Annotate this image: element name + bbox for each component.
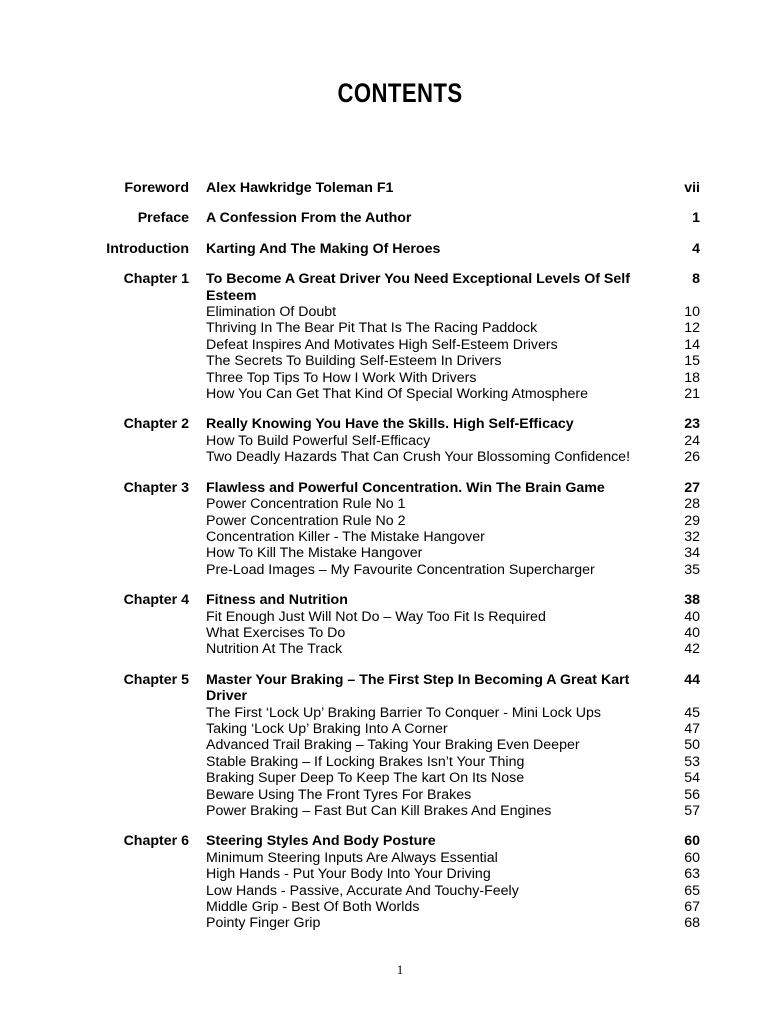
- toc-subentry-spacer: [0, 545, 189, 561]
- toc-subentry-title: Defeat Inspires And Motivates High Self-Esteem Drivers: [206, 336, 558, 353]
- toc-subentry-row[interactable]: [0, 915, 768, 931]
- toc-subentry-row[interactable]: [0, 353, 768, 369]
- toc-subentry-title: Minimum Steering Inputs Are Always Essential: [206, 849, 498, 866]
- toc-entry-page: 38: [684, 592, 700, 609]
- toc-subentry-title: Power Concentration Rule No 2: [206, 512, 406, 529]
- toc-subentry-page: 10: [684, 304, 700, 321]
- toc-entry-page: 4: [692, 240, 700, 257]
- toc-subentry-page: 42: [684, 641, 700, 658]
- toc-subentry-page: 40: [684, 608, 700, 625]
- toc-subentry-title: Pointy Finger Grip: [206, 915, 321, 932]
- toc-subentry-row[interactable]: [0, 803, 768, 819]
- toc-subentry-page: 28: [684, 496, 700, 513]
- toc-subentry-page: 34: [684, 545, 700, 562]
- toc-subentry-spacer: [0, 899, 189, 915]
- toc-entry-label: Chapter 6: [123, 833, 189, 850]
- toc-subentry-page: 50: [684, 737, 700, 754]
- toc-subentry-title: Thriving In The Bear Pit That Is The Racing Paddock: [206, 320, 538, 337]
- toc-entry-label: Chapter 3: [123, 479, 189, 496]
- toc-subentry-title: Pre-Load Images – My Favourite Concentration Supercharger: [206, 561, 595, 578]
- toc-entry: [0, 672, 768, 820]
- toc-entry-page: 60: [684, 833, 700, 850]
- toc-subentry-row[interactable]: [0, 386, 768, 402]
- toc-subentry-title: Power Braking – Fast But Can Kill Brakes And Engines: [206, 803, 552, 819]
- toc-entry: [0, 480, 768, 578]
- toc-entry-label: Chapter 4: [123, 592, 189, 609]
- toc-subentry-row[interactable]: [0, 625, 768, 641]
- toc-subentry-page: 67: [684, 899, 700, 916]
- toc-subentry-spacer: [0, 353, 189, 369]
- toc-subentry-page: 53: [684, 753, 700, 770]
- toc-subentry-row[interactable]: [0, 370, 768, 386]
- page-number: 1: [396, 962, 404, 977]
- toc-entry-page: 1: [692, 210, 700, 227]
- toc-subentry-spacer: [0, 737, 189, 753]
- toc-subentry-spacer: [0, 337, 189, 353]
- toc-entry-label: Chapter 5: [123, 671, 189, 688]
- toc-subentry-spacer: [0, 496, 189, 512]
- toc-subentry-page: 45: [684, 704, 700, 721]
- toc-entry-title: Alex Hawkridge Toleman F1: [206, 180, 394, 196]
- toc-subentry-title: What Exercises To Do: [206, 624, 346, 641]
- toc-subentry-row[interactable]: [0, 754, 768, 770]
- toc-subentry-title: Low Hands - Passive, Accurate And Touchy-Feely: [206, 882, 519, 899]
- toc-subentry-row[interactable]: [0, 787, 768, 803]
- toc-subentry-spacer: [0, 386, 189, 402]
- toc-heading-row[interactable]: [0, 480, 768, 496]
- toc-subentry-spacer: [0, 513, 189, 529]
- toc-subentry-page: 40: [684, 624, 700, 641]
- toc-subentry-title: Two Deadly Hazards That Can Crush Your Blossoming Confidence!: [206, 449, 631, 466]
- toc-entry-title: Flawless and Powerful Concentration. Win The Brain Game: [206, 479, 605, 496]
- toc-entry-title: Really Knowing You Have the Skills. High Self-Efficacy: [206, 416, 574, 433]
- toc-subentry-title: Advanced Trail Braking – Taking Your Braking Even Deeper: [206, 737, 580, 754]
- table-of-contents: [0, 180, 768, 946]
- toc-entry-label: Chapter 1: [123, 271, 189, 288]
- toc-subentry-spacer: [0, 433, 189, 449]
- toc-heading-row[interactable]: [0, 416, 768, 432]
- toc-subentry-row[interactable]: [0, 529, 768, 545]
- toc-subentry-spacer: [0, 883, 189, 899]
- toc-subentry-spacer: [0, 320, 189, 336]
- toc-entry-label: Foreword: [124, 180, 189, 196]
- toc-subentry-row[interactable]: [0, 320, 768, 336]
- toc-subentry-spacer: [0, 370, 189, 386]
- toc-subentry-spacer: [0, 449, 189, 465]
- toc-subentry-page: 57: [684, 803, 700, 819]
- toc-subentry-page: 32: [684, 528, 700, 545]
- toc-subentry-spacer: [0, 641, 189, 657]
- toc-subentry-row[interactable]: [0, 883, 768, 899]
- toc-subentry-page: 47: [684, 720, 700, 737]
- toc-entry-title: To Become A Great Driver You Need Exceptional Levels Of Self Esteem: [206, 271, 630, 304]
- toc-subentry-page: 60: [684, 849, 700, 866]
- toc-heading-row[interactable]: [0, 241, 768, 257]
- toc-subentry-row[interactable]: [0, 641, 768, 657]
- toc-subentry-row[interactable]: [0, 449, 768, 465]
- toc-entry-page: vii: [684, 180, 700, 196]
- toc-subentry-title: Beware Using The Front Tyres For Brakes: [206, 786, 472, 803]
- toc-entry-title: A Confession From the Author: [206, 210, 412, 227]
- toc-entry: [0, 592, 768, 658]
- toc-entry-label: Chapter 2: [123, 416, 189, 433]
- toc-subentry-title: Nutrition At The Track: [206, 641, 343, 658]
- toc-heading-row[interactable]: [0, 672, 768, 705]
- toc-subentry-title: Elimination Of Doubt: [206, 304, 337, 321]
- toc-subentry-row[interactable]: [0, 705, 768, 721]
- toc-subentry-row[interactable]: [0, 304, 768, 320]
- toc-subentry-title: How To Kill The Mistake Hangover: [206, 545, 423, 562]
- toc-subentry-spacer: [0, 915, 189, 931]
- toc-entry: [0, 180, 768, 196]
- toc-entry: [0, 271, 768, 402]
- toc-entry-label: Preface: [137, 210, 189, 227]
- toc-subentry-spacer: [0, 787, 189, 803]
- toc-entry-title: Fitness and Nutrition: [206, 592, 348, 609]
- toc-subentry-page: 18: [684, 369, 700, 386]
- toc-subentry-title: Concentration Killer - The Mistake Hangover: [206, 528, 485, 545]
- toc-entry-title: Steering Styles And Body Posture: [206, 833, 436, 850]
- toc-heading-row[interactable]: [0, 833, 768, 849]
- toc-subentry-title: The Secrets To Building Self-Esteem In Drivers: [206, 353, 502, 370]
- toc-subentry-row[interactable]: [0, 337, 768, 353]
- toc-entry-page: 8: [692, 271, 700, 288]
- toc-subentry-page: 35: [684, 561, 700, 578]
- toc-entry-label: Introduction: [106, 240, 189, 257]
- toc-subentry-title: Stable Braking – If Locking Brakes Isn’t Your Thing: [206, 753, 525, 770]
- toc-entry: [0, 416, 768, 465]
- toc-subentry-spacer: [0, 770, 189, 786]
- toc-heading-row[interactable]: [0, 210, 768, 226]
- toc-subentry-row[interactable]: [0, 545, 768, 561]
- toc-entry-title: Master Your Braking – The First Step In Becoming A Great Kart Driver: [206, 671, 630, 705]
- toc-entry-page: 44: [684, 671, 700, 688]
- toc-subentry-title: How To Build Powerful Self-Efficacy: [206, 432, 431, 449]
- toc-subentry-row[interactable]: [0, 866, 768, 882]
- toc-entry: [0, 210, 768, 226]
- toc-subentry-page: 15: [684, 353, 700, 370]
- toc-subentry-title: Taking ‘Lock Up’ Braking Into A Corner: [206, 720, 448, 737]
- toc-entry-title: Karting And The Making Of Heroes: [206, 240, 441, 257]
- toc-heading-row[interactable]: [0, 271, 768, 304]
- toc-subentry-title: Three Top Tips To How I Work With Drivers: [206, 369, 477, 386]
- toc-subentry-row[interactable]: [0, 721, 768, 737]
- toc-subentry-spacer: [0, 705, 189, 721]
- toc-subentry-spacer: [0, 609, 189, 625]
- toc-subentry-spacer: [0, 803, 189, 819]
- toc-subentry-row[interactable]: [0, 513, 768, 529]
- toc-subentry-page: 14: [684, 336, 700, 353]
- toc-subentry-row[interactable]: [0, 562, 768, 578]
- toc-entry: [0, 833, 768, 931]
- toc-subentry-page: 26: [684, 449, 700, 466]
- toc-entry-page: 27: [684, 479, 700, 496]
- toc-subentry-row[interactable]: [0, 899, 768, 915]
- toc-subentry-row[interactable]: [0, 850, 768, 866]
- toc-subentry-title: The First ‘Lock Up’ Braking Barrier To Conquer - Mini Lock Ups: [206, 704, 602, 721]
- toc-subentry-spacer: [0, 850, 189, 866]
- toc-subentry-spacer: [0, 304, 189, 320]
- toc-subentry-title: How You Can Get That Kind Of Special Working Atmosphere: [206, 386, 588, 403]
- toc-subentry-title: High Hands - Put Your Body Into Your Driving: [206, 866, 491, 883]
- toc-subentry-row[interactable]: [0, 770, 768, 786]
- toc-heading-row[interactable]: [0, 180, 768, 196]
- toc-subentry-title: Fit Enough Just Will Not Do – Way Too Fit Is Required: [206, 608, 546, 625]
- toc-subentry-spacer: [0, 529, 189, 545]
- toc-subentry-page: 54: [684, 770, 700, 787]
- toc-subentry-page: 24: [684, 432, 700, 449]
- toc-heading-row[interactable]: [0, 592, 768, 608]
- toc-subentry-row[interactable]: [0, 433, 768, 449]
- toc-subentry-spacer: [0, 721, 189, 737]
- toc-entry-page: 23: [684, 416, 700, 433]
- toc-subentry-page: 21: [684, 386, 700, 403]
- toc-subentry-row[interactable]: [0, 496, 768, 512]
- toc-subentry-page: 56: [684, 786, 700, 803]
- toc-subentry-page: 68: [684, 915, 700, 932]
- page-title: CONTENTS: [337, 78, 463, 108]
- toc-entry: [0, 241, 768, 257]
- toc-subentry-page: 65: [684, 882, 700, 899]
- toc-subentry-title: Braking Super Deep To Keep The kart On Its Nose: [206, 770, 525, 787]
- toc-subentry-page: 63: [684, 866, 700, 883]
- toc-subentry-row[interactable]: [0, 737, 768, 753]
- toc-subentry-title: Power Concentration Rule No 1: [206, 496, 406, 513]
- toc-subentry-row[interactable]: [0, 609, 768, 625]
- toc-subentry-spacer: [0, 866, 189, 882]
- toc-subentry-page: 12: [684, 320, 700, 337]
- toc-subentry-spacer: [0, 754, 189, 770]
- toc-subentry-title: Middle Grip - Best Of Both Worlds: [206, 899, 420, 916]
- toc-subentry-spacer: [0, 625, 189, 641]
- toc-subentry-spacer: [0, 562, 189, 578]
- toc-subentry-page: 29: [684, 512, 700, 529]
